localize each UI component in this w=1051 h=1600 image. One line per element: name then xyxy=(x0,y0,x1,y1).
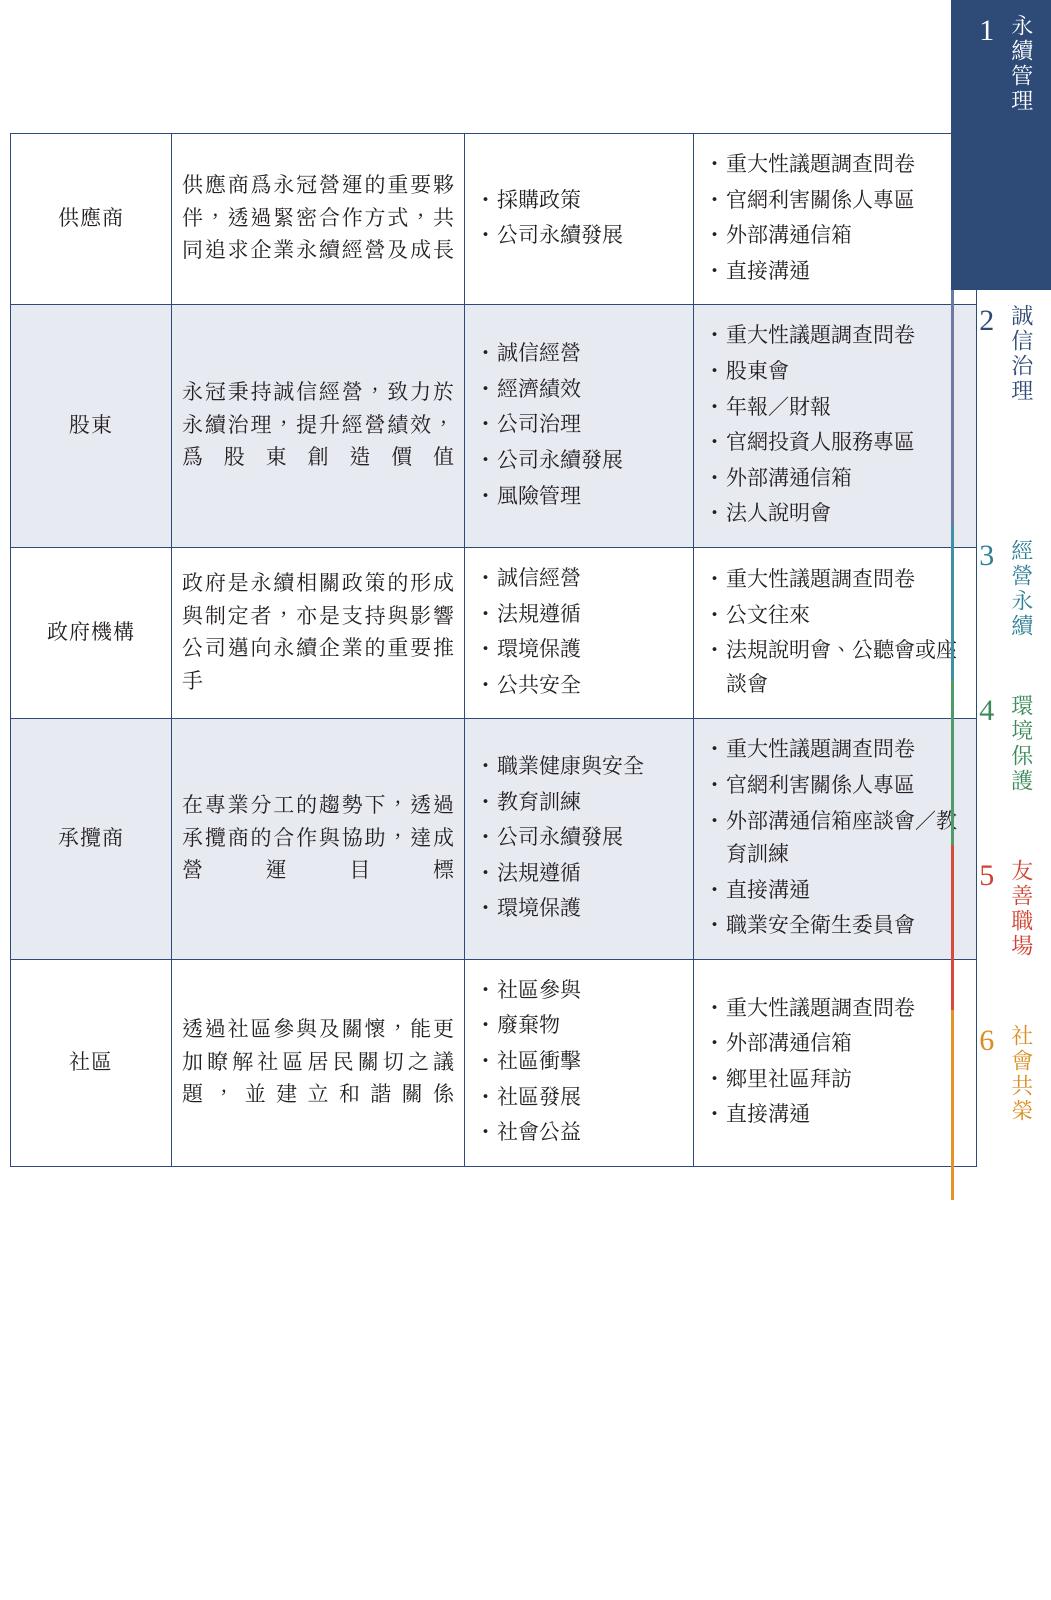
sidebar-item-business-sustainability[interactable] xyxy=(951,525,1051,680)
topics-list xyxy=(475,337,683,513)
section-number: 1 xyxy=(970,14,1004,47)
list-item: ・ 重大性議題調查問卷 xyxy=(704,992,966,1026)
list-item: ・ 官網投資人服務專區 xyxy=(704,426,966,460)
list-item: ・ 法規遵循 xyxy=(475,598,683,632)
list-item: ・ 公司永續發展 xyxy=(475,219,683,253)
stakeholder-name: 股東 xyxy=(11,305,172,548)
list-item: ・ 廢棄物 xyxy=(475,1009,683,1043)
list-item: ・ 外部溝通信箱座談會／教育訓練 xyxy=(704,805,966,872)
list-item: ・ 社區發展 xyxy=(475,1081,683,1115)
table-row xyxy=(11,959,977,1166)
stakeholder-channels xyxy=(694,134,977,305)
list-item: ・ 社區參與 xyxy=(475,974,683,1008)
description-text: 透過社區參與及關懷，能更加瞭解社區居民關切之議題，並建立和諧關係 xyxy=(182,1017,454,1107)
list-item: ・ 官網利害關係人專區 xyxy=(704,769,966,803)
stakeholder-name: 承攬商 xyxy=(11,719,172,960)
description-text: 在專業分工的趨勢下，透過承攬商的合作與協助，達成營運目標 xyxy=(182,793,454,883)
list-item: ・ 公共安全 xyxy=(475,669,683,703)
sidebar-item-social-prosperity[interactable] xyxy=(951,1010,1051,1200)
list-item: ・ 環境保護 xyxy=(475,892,683,926)
description-text: 永冠秉持誠信經營，致力於永續治理，提升經營績效，爲股東創造價值 xyxy=(182,380,454,470)
list-item: ・ 公司永續發展 xyxy=(475,821,683,855)
list-item: ・ 社會公益 xyxy=(475,1116,683,1150)
channels-list xyxy=(704,733,966,943)
stakeholder-description xyxy=(172,134,465,305)
stakeholder-channels xyxy=(694,305,977,548)
section-number: 4 xyxy=(970,694,1004,727)
list-item: ・ 社區衝擊 xyxy=(475,1045,683,1079)
section-number: 6 xyxy=(970,1024,1004,1057)
list-item: ・ 年報／財報 xyxy=(704,391,966,425)
channels-list xyxy=(704,992,966,1132)
table-row xyxy=(11,305,977,548)
sidebar-item-label: 經營永續 xyxy=(1008,539,1034,639)
stakeholder-channels xyxy=(694,547,977,718)
topics-list xyxy=(475,974,683,1150)
sidebar-item-label: 環境保護 xyxy=(1008,694,1034,794)
channels-list xyxy=(704,563,966,701)
stakeholder-engagement-table xyxy=(10,133,977,1167)
list-item: ・ 職業安全衛生委員會 xyxy=(704,909,966,943)
list-item: ・ 鄉里社區拜訪 xyxy=(704,1063,966,1097)
description-text: 政府是永續相關政策的形成與制定者，亦是支持與影響公司邁向永續企業的重要推手 xyxy=(182,571,454,693)
sidebar-item-friendly-workplace[interactable] xyxy=(951,845,1051,1010)
list-item: ・ 股東會 xyxy=(704,355,966,389)
stakeholder-topics xyxy=(465,305,694,548)
description-text: 供應商爲永冠營運的重要夥伴，透過緊密合作方式，共同追求企業永續經營及成長 xyxy=(182,173,454,263)
table-row xyxy=(11,547,977,718)
sidebar-item-label: 永續管理 xyxy=(1008,14,1034,114)
stakeholder-channels xyxy=(694,719,977,960)
list-item: ・ 環境保護 xyxy=(475,633,683,667)
stakeholder-name: 供應商 xyxy=(11,134,172,305)
sidebar-item-label: 誠信治理 xyxy=(1008,304,1034,404)
sidebar-item-label: 社會共榮 xyxy=(1008,1024,1034,1124)
list-item: ・ 法規遵循 xyxy=(475,857,683,891)
stakeholder-topics xyxy=(465,134,694,305)
list-item: ・ 法人說明會 xyxy=(704,497,966,531)
list-item: ・ 外部溝通信箱 xyxy=(704,1027,966,1061)
stakeholder-table-wrapper xyxy=(10,133,957,1167)
sidebar-item-environmental-protection[interactable] xyxy=(951,680,1051,845)
list-item: ・ 公司永續發展 xyxy=(475,444,683,478)
stakeholder-topics xyxy=(465,719,694,960)
list-item: ・ 經濟績效 xyxy=(475,373,683,407)
list-item: ・ 採購政策 xyxy=(475,184,683,218)
list-item: ・ 重大性議題調查問卷 xyxy=(704,563,966,597)
table-body xyxy=(11,134,977,1167)
list-item: ・ 直接溝通 xyxy=(704,1098,966,1132)
list-item: ・ 公文往來 xyxy=(704,599,966,633)
list-item: ・ 重大性議題調查問卷 xyxy=(704,733,966,767)
list-item: ・ 風險管理 xyxy=(475,480,683,514)
stakeholder-description xyxy=(172,719,465,960)
stakeholder-description xyxy=(172,959,465,1166)
list-item: ・ 教育訓練 xyxy=(475,786,683,820)
list-item: ・ 公司治理 xyxy=(475,408,683,442)
stakeholder-name: 政府機構 xyxy=(11,547,172,718)
stakeholder-name: 社區 xyxy=(11,959,172,1166)
list-item: ・ 誠信經營 xyxy=(475,337,683,371)
section-number: 5 xyxy=(970,859,1004,892)
stakeholder-topics xyxy=(465,959,694,1166)
table-row xyxy=(11,134,977,305)
stakeholder-description xyxy=(172,547,465,718)
stakeholder-description xyxy=(172,305,465,548)
section-nav-rail xyxy=(941,0,1051,1210)
list-item: ・ 誠信經營 xyxy=(475,562,683,596)
topics-list xyxy=(475,184,683,253)
channels-list xyxy=(704,148,966,288)
list-item: ・ 重大性議題調查問卷 xyxy=(704,319,966,353)
sidebar-item-integrity-governance[interactable] xyxy=(951,290,1051,525)
topics-list xyxy=(475,562,683,702)
list-item: ・ 重大性議題調查問卷 xyxy=(704,148,966,182)
list-item: ・ 外部溝通信箱 xyxy=(704,462,966,496)
list-item: ・ 職業健康與安全 xyxy=(475,750,683,784)
topics-list xyxy=(475,750,683,926)
list-item: ・ 直接溝通 xyxy=(704,874,966,908)
list-item: ・ 法規說明會、公聽會或座談會 xyxy=(704,634,966,701)
section-number: 3 xyxy=(970,539,1004,572)
list-item: ・ 官網利害關係人專區 xyxy=(704,184,966,218)
stakeholder-topics xyxy=(465,547,694,718)
list-item: ・ 直接溝通 xyxy=(704,255,966,289)
stakeholder-channels xyxy=(694,959,977,1166)
sidebar-item-sustainability-management[interactable] xyxy=(951,0,1051,290)
channels-list xyxy=(704,319,966,531)
section-number: 2 xyxy=(970,304,1004,337)
sidebar-item-label: 友善職場 xyxy=(1008,859,1034,959)
table-row xyxy=(11,719,977,960)
list-item: ・ 外部溝通信箱 xyxy=(704,219,966,253)
